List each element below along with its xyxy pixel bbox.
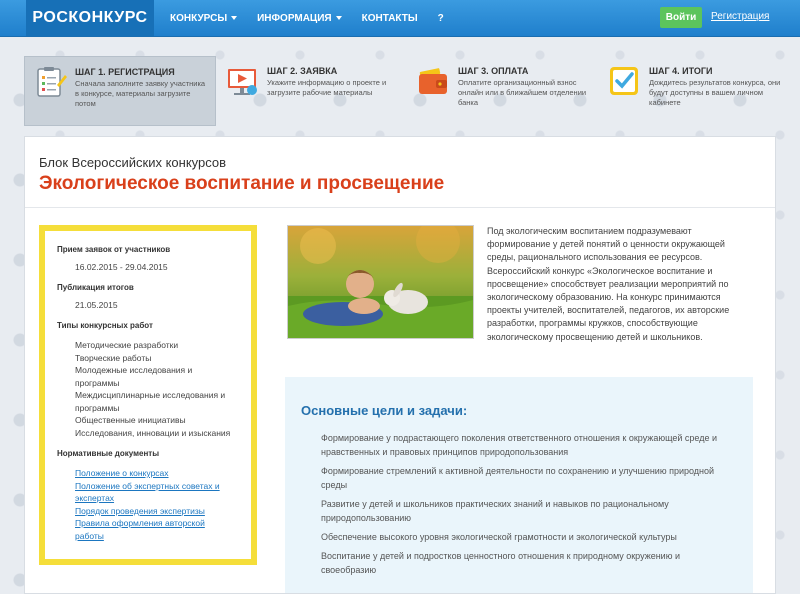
goals-list: [321, 431, 731, 582]
boy-with-rabbit-photo: [287, 225, 474, 339]
page-title: Экологическое воспитание и просвещение: [39, 173, 445, 194]
nav-contests[interactable]: [170, 13, 237, 24]
main-nav: [170, 0, 464, 36]
list-item: программы: [75, 377, 120, 388]
step-payment[interactable]: [408, 56, 598, 124]
content-panel: [24, 136, 776, 594]
list-item: программы: [75, 402, 120, 413]
login-button[interactable]: Войти: [660, 7, 702, 28]
contest-info-box: [39, 225, 257, 565]
types-list: [75, 339, 245, 439]
nav-information-label: ИНФОРМАЦИЯ: [257, 12, 332, 24]
nav-information[interactable]: [257, 13, 342, 24]
nav-help[interactable]: [438, 13, 444, 24]
step-registration[interactable]: [24, 56, 216, 126]
doc-link-contests[interactable]: Положение о конкурсах: [75, 468, 169, 478]
site-logo[interactable]: РОСКОНКУРС: [26, 0, 154, 36]
results-date: 21.05.2015: [75, 300, 118, 310]
nav-help-label: ?: [437, 12, 444, 24]
goal-item: Обеспечение высокого уровня экологической грамотности и экологической культуры: [321, 532, 677, 542]
nav-contacts[interactable]: [362, 13, 418, 24]
goals-title: Основные цели и задачи:: [301, 403, 468, 418]
doc-link-formatting-rules-cont[interactable]: работы: [75, 530, 104, 541]
step-description: Укажите информацию о проекте и загрузите рабочие материалы: [267, 78, 387, 97]
intro-text: Под экологическим воспитанием подразумевают формирование у детей понятий о ценности окружающей среды, рационального использования ее ресурсов. Всероссийский конкурс «Экологическое воспитание и просвещение» способствует реализации мероприятий по экологическому образованию. На конкурс принимаются проекты учителей, воспитателей, педагогов, их авторские разработки, программы кружков, способствующие экологическому просвещению детей и школьников.: [487, 226, 730, 342]
goals-section: [285, 377, 753, 593]
doc-link-formatting-rules[interactable]: Правила оформления авторской: [75, 518, 205, 528]
step-title: ШАГ 1. РЕГИСТРАЦИЯ: [75, 67, 175, 77]
step-title: ШАГ 2. ЗАЯВКА: [267, 66, 338, 76]
goal-item: Развитие у детей и школьников практических знаний и навыков по рациональному природопользованию: [321, 499, 669, 523]
list-item: Общественные инициативы: [75, 415, 186, 425]
list-item: Молодежные исследования и: [75, 365, 193, 375]
accept-label: Прием заявок от участников: [57, 245, 171, 254]
register-link[interactable]: Регистрация: [711, 11, 770, 22]
results-label: Публикация итогов: [57, 283, 134, 292]
doc-link-expertise-procedure[interactable]: Порядок проведения экспертизы: [75, 505, 205, 516]
chevron-down-icon: [336, 16, 342, 20]
checkmark-icon: [607, 64, 641, 98]
list-item: Творческие работы: [75, 352, 152, 363]
page-subtitle: Блок Всероссийских конкурсов: [39, 155, 227, 170]
divider: [25, 207, 775, 208]
goal-item: Формирование у подрастающего поколения ответственного отношения к окружающей среде и нравственных и правовых принципов природопользования: [321, 433, 718, 457]
step-results[interactable]: [599, 56, 789, 124]
goal-item: Воспитание у детей и подростков ценностного отношения к природному окружению и своеобразию: [321, 551, 680, 575]
list-item: Методические разработки: [75, 340, 179, 350]
steps-bar: [24, 56, 781, 124]
step-description: Дождитесь результатов конкурса, они будут доступны в вашем личном кабинете: [649, 78, 781, 107]
doc-link-expert-councils[interactable]: Положение об экспертных советах и: [75, 480, 220, 491]
docs-label: Нормативные документы: [57, 449, 160, 458]
goal-item: Формирование стремлений к активной деятельности по сохранению и улучшению природной среды: [321, 466, 715, 490]
step-application[interactable]: [217, 56, 407, 124]
wallet-icon: [416, 64, 450, 98]
top-navbar: [0, 0, 800, 37]
list-item: Исследования, инновации и изыскания: [75, 427, 231, 438]
registration-icon: [33, 65, 67, 99]
step-title: ШАГ 3. ОПЛАТА: [458, 66, 529, 76]
nav-contests-label: КОНКУРСЫ: [170, 12, 228, 24]
accept-dates: 16.02.2015 - 29.04.2015: [75, 262, 168, 272]
list-item: Междисциплинарные исследования и: [75, 390, 226, 400]
docs-list: [75, 467, 245, 542]
nav-contacts-label: КОНТАКТЫ: [361, 12, 418, 24]
doc-link-expert-councils-cont[interactable]: экспертах: [75, 493, 115, 503]
step-title: ШАГ 4. ИТОГИ: [649, 66, 713, 76]
presentation-icon: [225, 64, 259, 98]
step-description: Сначала заполните заявку участника в конкурсе, материалы загрузите потом: [75, 79, 206, 108]
step-description: Оплатите организационный взнос онлайн или в ближайшем отделении банка: [458, 78, 587, 107]
chevron-down-icon: [231, 16, 237, 20]
types-label: Типы конкурсных работ: [57, 321, 153, 330]
